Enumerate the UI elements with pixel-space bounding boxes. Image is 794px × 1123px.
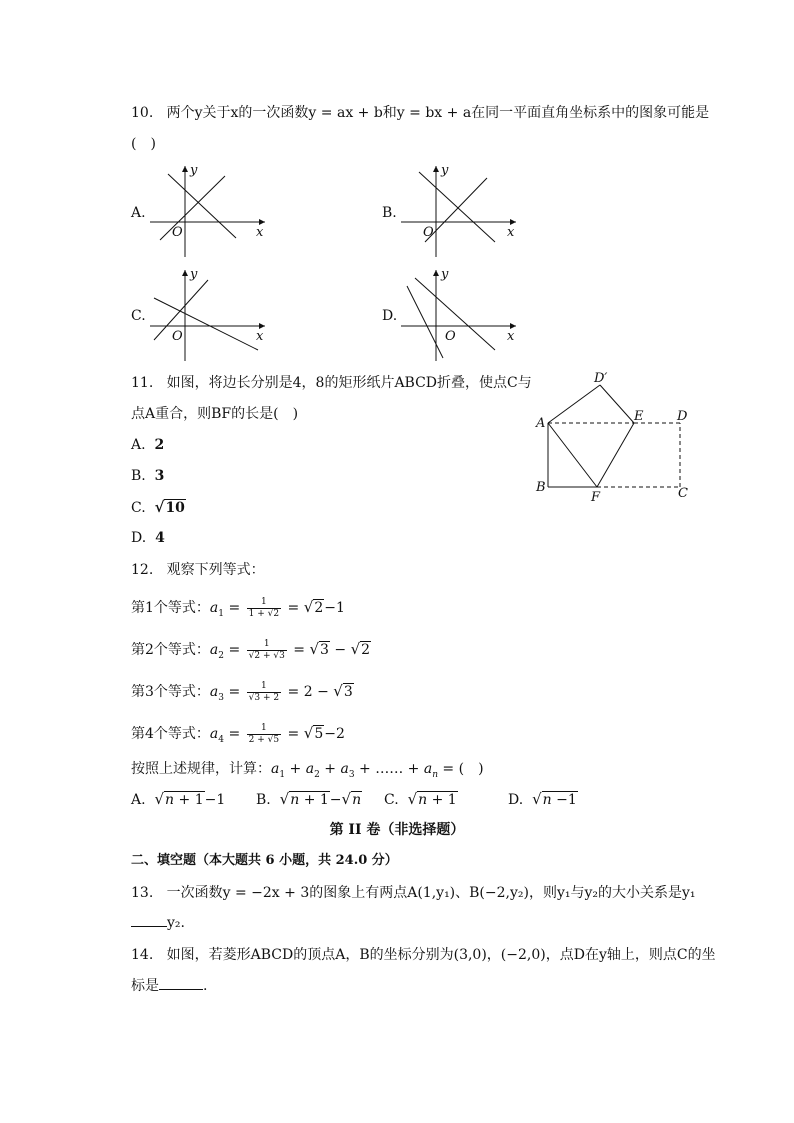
q12-option-c-label: C. [384, 792, 399, 808]
q14-answer-line [131, 976, 207, 996]
q11-figure [530, 370, 700, 505]
q10-c-origin: O [172, 329, 183, 344]
q10-b-y-label: y [441, 163, 449, 178]
q10-paren: ( ) [131, 136, 156, 152]
q14-answer-blank[interactable] [159, 989, 203, 990]
q11-option-d [131, 528, 165, 548]
q12-intro: 观察下列等式： [166, 562, 265, 578]
q10-d-x-label: x [507, 329, 515, 344]
q10-b-origin: O [423, 225, 434, 240]
q12-eq4-prefix: 第4个等式： [131, 726, 210, 742]
q12-equation-1: 第1个等式：$a_1$ = $\frac{1}{1 + √2}$ = √2−1 [131, 596, 345, 619]
q12-option-a-label: A. [131, 792, 146, 808]
q10-b-line-1 [425, 178, 487, 242]
q14-tail: . [203, 978, 208, 994]
q10-graph-c [150, 266, 270, 362]
q14-text-2: 标是 [131, 978, 159, 994]
q11-fold-ef [597, 423, 634, 487]
q11-text-1: 如图，将边长分别是4，8的矩形纸片ABCD折叠，使点C与 [166, 375, 532, 391]
q10-text: 两个y关于x的一次函数y = ax + b和y = bx + a在同一平面直角坐标系中的图象可能是 [166, 105, 710, 121]
q10-graph-b [401, 162, 521, 258]
q10-a-origin: O [172, 225, 183, 240]
q10-c-line-2 [154, 298, 258, 350]
q12-option-c: C. √n + 1 [384, 790, 457, 808]
q11-option-b [131, 466, 164, 486]
q11-option-d-value: 4 [155, 530, 165, 546]
q10-graph-d [401, 266, 521, 362]
q11-label-d: D [677, 409, 688, 424]
q10-a-y-label: y [190, 163, 198, 178]
q10-number: 10. [131, 105, 154, 121]
q13-answer-line [131, 913, 185, 933]
q11-label-b: B [536, 480, 546, 495]
q10-option-c-label: C. [131, 308, 146, 324]
q10-stem [131, 103, 709, 123]
q14-text-1: 如图，若菱形ABCD的顶点A，B的坐标分别为(3,0)，(−2,0)，点D在y轴上，则点C的坐 [166, 947, 716, 963]
q13-text: 一次函数y = −2x + 3的图象上有两点A(1,y₁)、B(−2,y₂)，则y₁与y₂的大小关系是y₁ [166, 885, 696, 901]
q10-b-x-label: x [507, 225, 515, 240]
q11-segment-af [548, 423, 597, 487]
q14-number: 14. [131, 947, 154, 963]
q12-equation-4: 第4个等式：$a_4$ = $\frac{1}{2 + √5}$ = √5−2 [131, 722, 345, 745]
q12-eq1-prefix: 第1个等式： [131, 600, 210, 616]
q12-number: 12. [131, 562, 154, 578]
q11-label-f: F [591, 490, 601, 505]
q12-equation-2: 第2个等式：$a_2$ = $\frac{1}{√2 + √3}$ = √3 − √2 [131, 638, 371, 661]
section-part-heading: 二、填空题（本大题共 6 小题，共 24.0 分） [131, 853, 398, 868]
q13-answer-blank[interactable] [131, 926, 167, 927]
q11-option-b-value: 3 [154, 468, 165, 484]
q12-eq2-prefix: 第2个等式： [131, 642, 210, 658]
q10-graph-a [150, 162, 270, 258]
q10-a-line-1 [160, 176, 225, 240]
q13-number: 13. [131, 885, 154, 901]
q11-side-adp [548, 385, 600, 423]
q10-a-x-label: x [256, 225, 264, 240]
q12-option-d: D. √n −1 [508, 790, 577, 808]
q11-label-c: C [678, 486, 688, 501]
q11-label-e: E [634, 409, 644, 424]
q10-option-b-label: B. [382, 205, 397, 221]
q10-d-line-1 [407, 286, 443, 358]
q10-option-d-label: D. [382, 308, 398, 324]
q11-label-dp: D′ [594, 371, 608, 386]
q13-stem [131, 883, 696, 903]
q11-option-c-label: C. [131, 500, 146, 516]
q14-stem [131, 945, 716, 965]
q12-option-b: B. √n + 1−√n [256, 790, 362, 808]
q12-option-a: A. √n + 1−1 [131, 790, 226, 808]
q12-rule: 按照上述规律，计算：$a_1 + a_2 + a_3$ + …… + $a_n$ = ( ) [131, 761, 484, 780]
q11-side-dpe [600, 385, 634, 423]
q13-tail: y₂. [167, 915, 185, 931]
q11-label-a: A [536, 416, 546, 431]
q11-option-a-label: A. [131, 437, 146, 453]
q12-option-b-label: B. [256, 792, 271, 808]
q12-option-d-label: D. [508, 792, 524, 808]
q10-d-y-label: y [441, 267, 449, 282]
q11-option-c-value: 10 [165, 500, 185, 516]
q12-eq3-prefix: 第3个等式： [131, 684, 210, 700]
q11-number: 11. [131, 375, 154, 391]
q11-stem-line-1 [131, 373, 532, 393]
section-title: 第 II 卷（非选择题） [329, 822, 465, 838]
q12-stem [131, 560, 265, 580]
q10-c-y-label: y [190, 267, 198, 282]
q10-c-x-label: x [256, 329, 264, 344]
q11-option-a [131, 435, 164, 455]
q10-d-origin: O [445, 329, 456, 344]
q12-equation-3: 第3个等式：$a_3$ = $\frac{1}{√3 + 2}$ = 2 − √3 [131, 680, 353, 703]
q11-option-a-value: 2 [154, 437, 165, 453]
q11-option-d-label: D. [131, 530, 147, 546]
q11-option-c: C. √10 [131, 498, 185, 516]
q10-option-a-label: A. [131, 205, 146, 221]
q11-text-2: 点A重合，则BF的长是( ) [131, 406, 299, 422]
q11-option-b-label: B. [131, 468, 146, 484]
q12-rule-text: 按照上述规律，计算： [131, 761, 271, 777]
